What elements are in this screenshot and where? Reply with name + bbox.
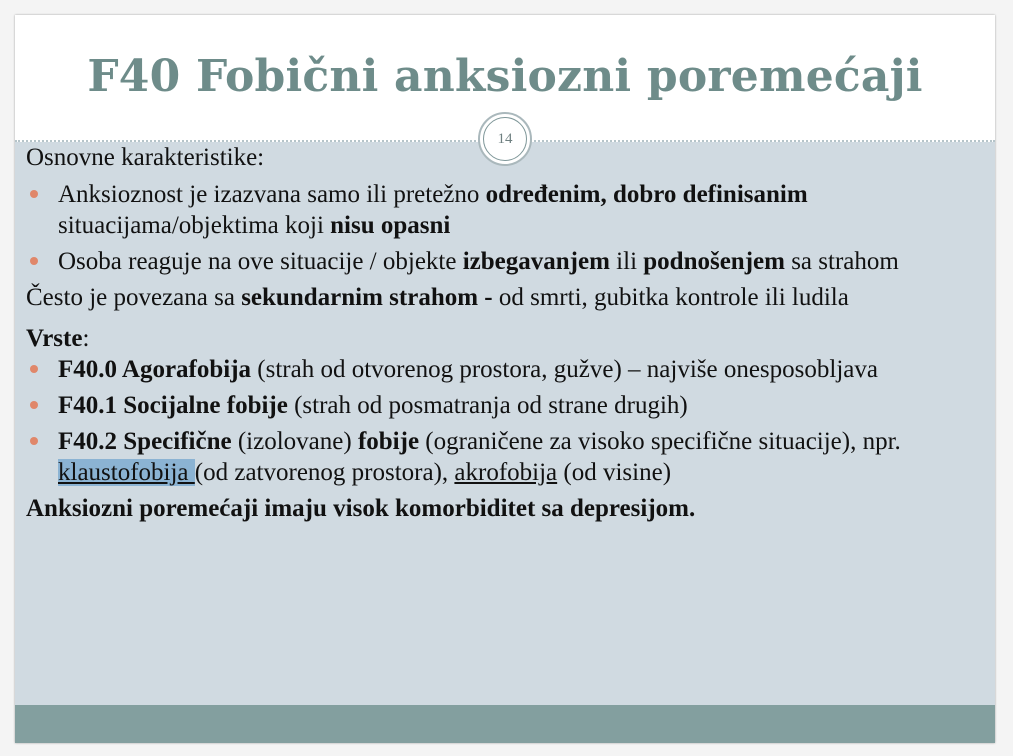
list-item: F40.1 Socijalne fobije (strah od posmatranja od strane drugih) [26,390,966,421]
bullet-icon [30,401,38,409]
intro-heading: Osnovne karakteristike: [26,144,265,171]
bullet-icon [30,190,38,198]
slide-title: F40 Fobični anksiozni poremećaji [87,51,923,102]
secondary-fear-text: Često je povezana sa sekundarnim strahom - od smrti, gubitka kontrole ili ludila [26,284,849,311]
slide-number-badge [478,112,532,166]
list-item: Osoba reaguje na ove situacije / objekte izbegavanjem ili podnošenjem sa strahom [26,246,966,277]
list-item: F40.2 Specifične (izolovane) fobije (ograničene za visoko specifične situacije), npr. klaustofobija (od zatvorenog prostora), akrofobija (od visine) [26,426,966,488]
klaustofobija-link[interactable]: klaustofobija [58,459,195,486]
bullet-icon [30,365,38,373]
characteristics-list [26,179,966,277]
akrofobija-link[interactable]: akrofobija [454,459,558,486]
conclusion-text: Anksiozni poremećaji imaju visok komorbiditet sa depresijom. [26,495,696,522]
slide-number: 14 [483,117,527,161]
bullet-icon [30,257,38,265]
bullet-icon [30,437,38,445]
types-heading: Vrste: [26,325,90,352]
footer-bar [15,705,995,743]
list-item: Anksioznost je izazvana samo ili pretežno određenim, dobro definisanim situacijama/objektima koji nisu opasni [26,179,966,241]
list-item: F40.0 Agorafobija (strah od otvorenog prostora, gužve) – najviše onesposobljava [26,354,966,385]
types-list [26,354,966,488]
slide-content [26,142,966,524]
